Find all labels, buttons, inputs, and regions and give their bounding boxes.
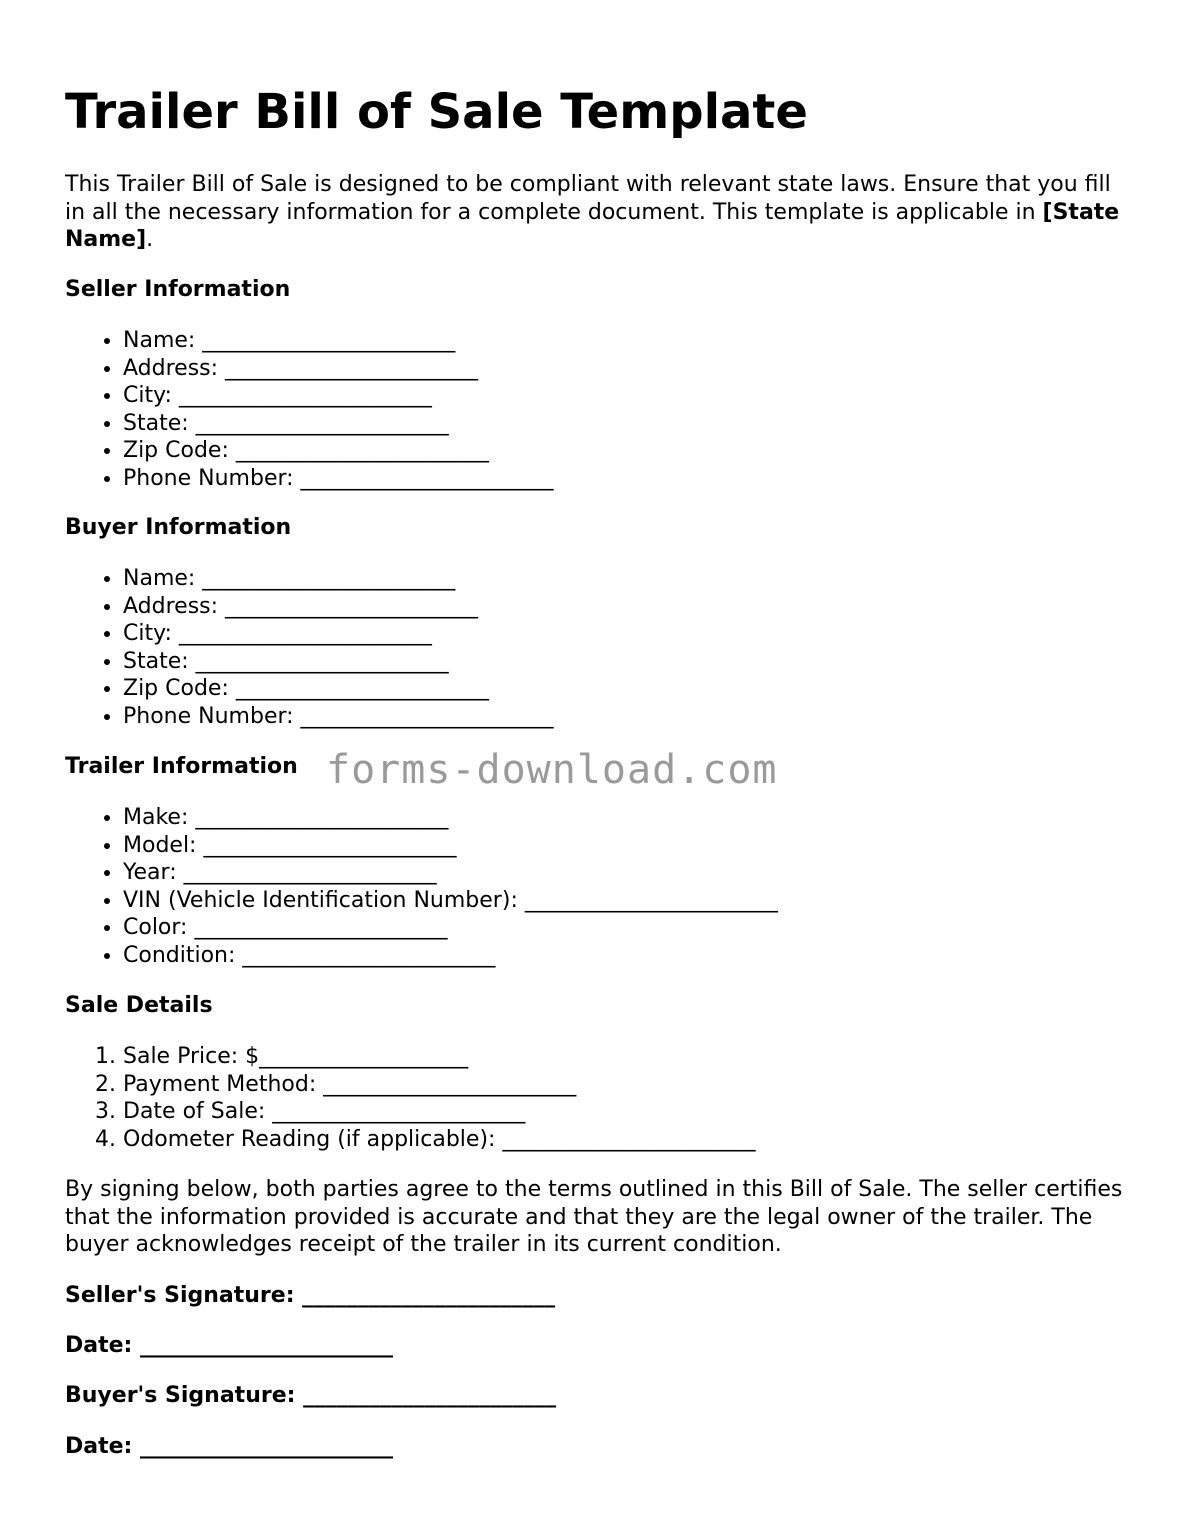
seller-address-field: • Address: _______________________ (123, 355, 554, 383)
odometer-field: 4. Odometer Reading (if applicable): _______________________ (123, 1126, 755, 1154)
seller-date-line: Date: _______________________ (65, 1333, 394, 1358)
buyer-city-field: • City: _______________________ (123, 620, 554, 648)
buyer-address-field: • Address: _______________________ (123, 593, 554, 621)
sale-price-field: 1. Sale Price: $___________________ (123, 1043, 755, 1071)
buyer-signature-line: Buyer's Signature: _______________________ (65, 1383, 557, 1408)
intro-paragraph (65, 171, 1125, 254)
trailer-color-field: • Color: _______________________ (123, 914, 778, 942)
trailer-info-heading: Trailer Information (65, 754, 298, 779)
state-name-placeholder: [State Name] (65, 199, 1120, 253)
sale-details-list (65, 1043, 755, 1153)
trailer-make-field: • Make: _______________________ (123, 804, 778, 832)
date-of-sale-field: 3. Date of Sale: _______________________ (123, 1098, 755, 1126)
closing-paragraph: By signing below, both parties agree to the terms outlined in this Bill of Sale. The seller certifies that the information provided is accurate and that they are the legal owner of the trailer. The buyer acknowledges receipt of the trailer in its current condition. (65, 1177, 1123, 1258)
trailer-condition-field: • Condition: _______________________ (123, 942, 778, 970)
seller-zip-field: • Zip Code: _______________________ (123, 437, 554, 465)
seller-name-field: • Name: _______________________ (123, 327, 554, 355)
buyer-info-heading: Buyer Information (65, 515, 292, 540)
seller-phone-field: • Phone Number: _______________________ (123, 465, 554, 493)
seller-info-list (65, 327, 554, 492)
buyer-date-line: Date: _______________________ (65, 1434, 394, 1459)
seller-city-field: • City: _______________________ (123, 382, 554, 410)
page-title: Trailer Bill of Sale Template (65, 84, 808, 140)
trailer-vin-field: • VIN (Vehicle Identification Number): _______________________ (123, 887, 778, 915)
seller-info-heading: Seller Information (65, 277, 291, 302)
watermark-text: forms-download.com (326, 747, 778, 793)
intro-end: . (146, 227, 154, 253)
seller-state-field: • State: _______________________ (123, 410, 554, 438)
trailer-model-field: • Model: _______________________ (123, 832, 778, 860)
payment-method-field: 2. Payment Method: _______________________ (123, 1071, 755, 1099)
buyer-state-field: • State: _______________________ (123, 648, 554, 676)
buyer-phone-field: • Phone Number: _______________________ (123, 703, 554, 731)
buyer-info-list (65, 565, 554, 730)
intro-text: This Trailer Bill of Sale is designed to be compliant with relevant state laws. Ensure that you fill in all the necessary information for a complete document. This template is applicable in (65, 172, 1111, 225)
buyer-name-field: • Name: _______________________ (123, 565, 554, 593)
trailer-info-list (65, 804, 778, 969)
trailer-year-field: • Year: _______________________ (123, 859, 778, 887)
buyer-zip-field: • Zip Code: _______________________ (123, 675, 554, 703)
sale-details-heading: Sale Details (65, 993, 213, 1018)
seller-signature-line: Seller's Signature: _______________________ (65, 1283, 556, 1308)
